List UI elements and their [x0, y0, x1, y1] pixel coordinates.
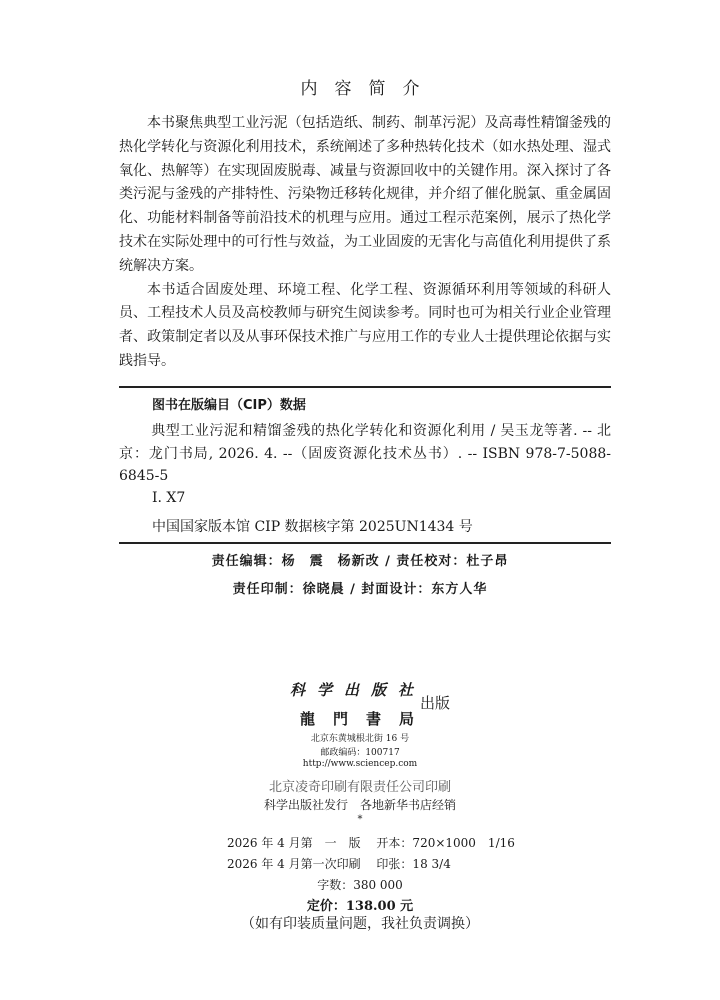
- cip-bottom-rule: [119, 542, 611, 544]
- publisher-url: http://www.sciencep.com: [302, 759, 418, 769]
- editor-credits: 责任编辑：杨 震 杨新改 / 责任校对：杜子昂: [211, 554, 509, 569]
- edition-line: 2026 年 4 月第 一 版 开本：720×1000 1/16: [227, 836, 515, 850]
- intro-section: [119, 112, 611, 374]
- intro-paragraph-1: 本书聚焦典型工业污泥（包括造纸、制药、制革污泥）及高毒性精馏釜残的热化学转化与资源化利用技术，系统阐述了多种热转化技术（如水热处理、湿式氧化、热解等）在实现固废脱毒、减量与资源回收中的关键作用。深入探讨了各类污泥与釜残的产排特性、污染物迁移转化规律，并介绍了催化脱氯、重金属固化、功能材料制备等前沿技术的机理与应用。通过工程示范案例，展示了热化学技术在实际处理中的可行性与效益，为工业固废的无害化与高值化利用提供了系统解决方案。: [119, 115, 611, 274]
- distribution-line: 科学出版社发行 各地新华书店经销: [263, 798, 456, 812]
- impression-line: 2026 年 4 月第一次印刷 印张：18 3/4: [227, 857, 451, 871]
- production-credits: 责任印制：徐晓晨 / 封面设计：东方人华: [232, 582, 488, 597]
- cip-top-rule: [119, 386, 611, 388]
- publisher-name-science: 科学出版社: [290, 681, 426, 699]
- intro-paragraph-2: 本书适合固废处理、环境工程、化学工程、资源循环利用等领域的科研人员、工程技术人员及高校教师与研究生阅读参考。同时也可为相关行业企业管理者、政策制定者以及从事环保技术推广与应用工作的专业人士提供理论依据与实践指导。: [119, 281, 611, 369]
- separator-star: *: [357, 814, 363, 825]
- price: 定价：138.00 元: [306, 899, 414, 914]
- word-count: 字数：380 000: [317, 878, 403, 892]
- cip-classification: Ⅰ. X7: [152, 490, 186, 506]
- publisher-suffix: 出版: [420, 694, 451, 712]
- cip-record: 典型工业污泥和精馏釜残的热化学转化和资源化利用 / 吴玉龙等著. -- 北京：龙门书局, 2026. 4. --（固废资源化技术丛书）. -- ISBN 978-7-5088-6845-5: [119, 423, 611, 484]
- publisher-name-longmen: 龍門書局: [300, 710, 433, 728]
- printer-line: 北京凌奇印刷有限责任公司印刷: [268, 780, 451, 795]
- quality-notice: （如有印装质量问题，我社负责调换）: [241, 916, 479, 932]
- publisher-postcode: 邮政编码：100717: [320, 748, 400, 758]
- cip-number: 中国国家版本馆 CIP 数据核字第 2025UN1434 号: [152, 519, 473, 535]
- publisher-address: 北京东黄城根北街 16 号: [310, 734, 410, 744]
- cip-heading: 图书在版编目（CIP）数据: [152, 398, 306, 413]
- page-title: 内容简介: [300, 79, 437, 99]
